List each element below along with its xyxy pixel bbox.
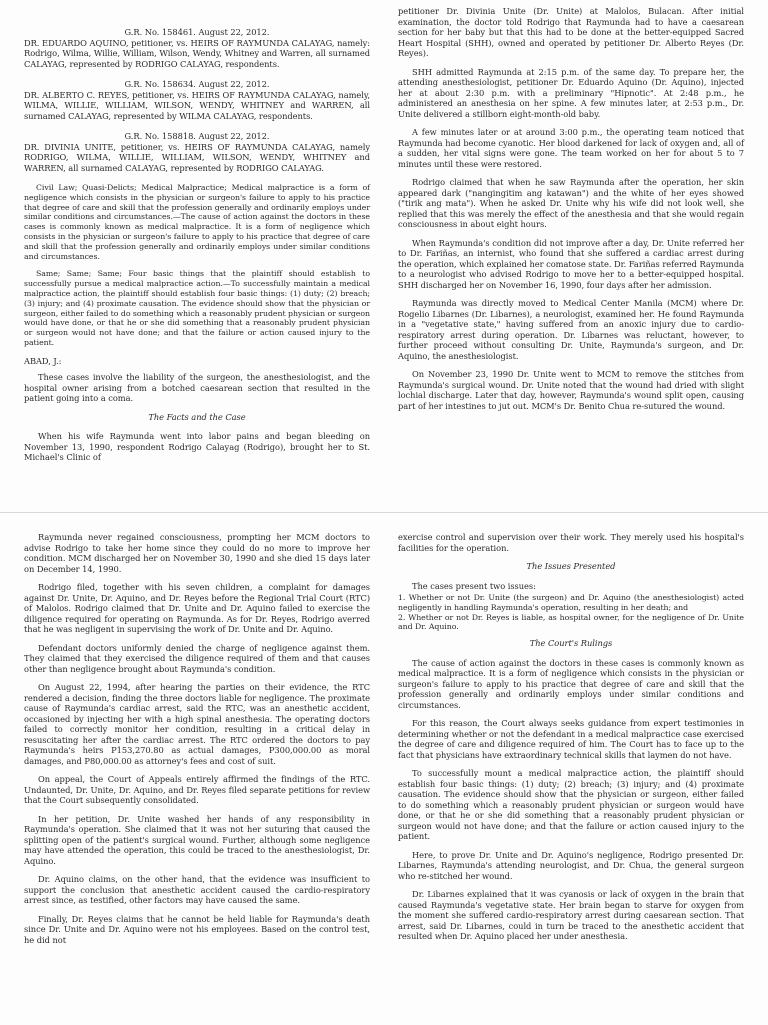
body-paragraph: exercise control and supervision over their work. They merely used his hospital's facilities for the operation. [398, 532, 744, 553]
body-paragraph: For this reason, the Court always seeks guidance from expert testimonies in determining whether or not the defendant in a medical malpractice case exercised the degree of care and diligence required of him. The Court has to face up to the fact that physicians have extraordinary technical skills that laymen do not have. [398, 718, 744, 760]
section-heading: The Facts and the Case [148, 411, 246, 422]
case-gr-number: G.R. No. 158818. August 22, 2012. [124, 131, 270, 141]
case-gr-number: G.R. No. 158461. August 22, 2012. [124, 27, 270, 37]
case-parties: DR. DIVINIA UNITE, petitioner, vs. HEIRS OF RAYMUNDA CALAYAG, namely RODRIGO, WILMA, WILLIE, WILLIAM, WILSON, WENDY, WHITNEY and WARREN, all surnamed CALAYAG, represented by RODRIGO CALAYAG. [24, 141, 370, 173]
section-heading: The Court's Rulings [529, 638, 613, 649]
page2-right-column [398, 532, 744, 950]
page1-right-column [398, 6, 744, 419]
body-paragraph: When Raymunda's condition did not improve after a day, Dr. Unite referred her to Dr. Fariñas, an internist, who found that she suffered a cardiac arrest during the operation, which explained her comatose state. Dr. Fariñas referred Raymunda to a neurologist who advised Rodrigo to move her to a better-equipped hospital. SHH discharged her on November 16, 1990, four days after her admission. [398, 237, 745, 290]
issue-item: 1. Whether or not Dr. Unite (the surgeon) and Dr. Aquino (the anesthesiologist) acted negligently in handling Raymunda's operation, resulting in her death; and [398, 593, 744, 612]
case-caption-2 [24, 79, 370, 121]
syllabus-paragraph: Same; Same; Same; Four basic things that the plaintiff should establish to successfully pursue a medical malpractice action.—To successfully maintain a medical malpractice action, the plaintiff should establish four basic things: (1) duty; (2) breach; (3) injury; and (4) proximate causation. The evidence should show that the physician or surgeon, either failed to do something which a reasonably prudent physician or surgeon would have done, or that he or she did something that a reasonably prudent physician or surgeon would not have done; and that the failure or action caused injury to the patient. [24, 269, 370, 347]
body-paragraph: On appeal, the Court of Appeals entirely affirmed the findings of the RTC. Undaunted, Dr. Unite, Dr. Aquino, and Dr. Reyes filed separate petitions for review that the Court subsequently consolidated. [24, 774, 370, 805]
body-paragraph: When his wife Raymunda went into labor pains and began bleeding on November 13, 1990, respondent Rodrigo Calayag (Rodrigo), brought her to St. Michael's Clinic of [24, 431, 370, 463]
body-paragraph: Raymunda never regained consciousness, prompting her MCM doctors to advise Rodrigo to take her home since they could do no more to improve her condition. MCM discharged her on November 30, 1990 and she died 15 days later on December 14, 1990. [24, 532, 370, 574]
body-paragraph: On August 22, 1994, after hearing the parties on their evidence, the RTC rendered a decision, finding the three doctors liable for negligence. The proximate cause of Raymunda's cardiac arrest, said the RTC, was an anesthetic accident, occasioned by injecting her with a high spinal anesthesia. The operating doctors failed to correctly monitor her condition, resulting in a critical delay in resuscitating her after the cardiac arrest. The RTC ordered the doctors to pay Raymunda's heirs P153,270.80 as actual damages, P300,000.00 as moral damages, and P80,000.00 as attorney's fees and cost of suit. [24, 682, 370, 766]
body-paragraph: Raymunda was directly moved to Medical Center Manila (MCM) where Dr. Rogelio Libarnes (Dr. Libarnes), a neurologist, examined her. He found Raymunda in a "vegetative state," having suffered from an anoxic injury due to cardio-respiratory arrest during operation. Dr. Libarnes was reluctant, however, to further proceed without consulting Dr. Unite, Raymunda's surgeon, and Dr. Aquino, the anesthesiologist. [398, 298, 744, 361]
issue-item: 2. Whether or not Dr. Reyes is liable, as hospital owner, for the negligence of Dr. Unite and Dr. Aquino. [398, 612, 744, 632]
case-caption-1 [24, 27, 370, 69]
body-paragraph: Rodrigo claimed that when he saw Raymunda after the operation, her skin appeared dark ("nangingitim ang katawan") and the white of her eyes showed ("tirik ang mata"). When he asked Dr. Unite why his wife did not look well, she replied that this was merely the effect of the anesthesia and that she would regain consciousness in about eight hours. [398, 177, 744, 229]
body-paragraph: Defendant doctors uniformly denied the charge of negligence against them. They claimed that they exercised the diligence required of them and that causes other than negligence brought about Raymunda's condition. [24, 642, 370, 674]
case-caption-3 [24, 131, 370, 173]
section-heading: The Issues Presented [526, 561, 616, 571]
body-paragraph: The cases present two issues: [412, 580, 536, 591]
body-paragraph: Finally, Dr. Reyes claims that he cannot be held liable for Raymunda's death since Dr. Unite and Dr. Aquino were not his employees. Based on the control test, he did not [24, 913, 370, 945]
case-parties: DR. EDUARDO AQUINO, petitioner, vs. HEIRS OF RAYMUNDA CALAYAG, namely: Rodrigo, Wilma, Willie, William, Wilson, Wendy, Whitney and Warren, all surnamed CALAYAG, represented by RODRIGO CALAYAG, respondents. [24, 37, 370, 69]
body-paragraph: On November 23, 1990 Dr. Unite went to MCM to remove the stitches from Raymunda's surgical wound. Dr. Unite noted that the wound had dried with slight lochial discharge. Later that day, however, Raymunda's wound split open, causing part of her intestines to jut out. MCM's Dr. Benito Chua re-sutured the wound. [398, 369, 744, 411]
page1-left-column [24, 27, 370, 471]
page2-left-column [24, 532, 370, 953]
body-paragraph: SHH admitted Raymunda at 2:15 p.m. of the same day. To prepare her, the attending anesthesiologist, petitioner Dr. Eduardo Aquino (Dr. Aquino), injected her at about 2:30 p.m. with a preliminary "Hipnotic". At 2:48 p.m., he administered an anesthesia on her spine. A few minutes later, at 2:53 p.m., Dr. Unite delivered a stillborn eight-month-old baby. [398, 66, 744, 119]
case-gr-number: G.R. No. 158634. August 22, 2012. [124, 79, 270, 89]
body-paragraph: petitioner Dr. Divinia Unite (Dr. Unite) at Malolos, Bulacan. After initial examination, the doctor told Rodrigo that Raymunda had to have a caesarean section for her baby but that this had to be done at the better-equipped Sacred Heart Hospital (SHH), owned and operated by petitioner Dr. Alberto Reyes (Dr. Reyes). [398, 6, 744, 58]
body-paragraph: These cases involve the liability of the surgeon, the anesthesiologist, and the hospital owner arising from a botched caesarean section that resulted in the patient going into a coma. [24, 372, 370, 404]
body-paragraph: To successfully mount a medical malpractice action, the plaintiff should establish four basic things: (1) duty; (2) breach; (3) injury; and (4) proximate causation. The evidence should show that the physician or surgeon, either failed to do something which a reasonably prudent physician or surgeon would have done, or that he or she did something that a reasonably prudent physician or surgeon would not have done; and that the failure or action caused injury to the patient. [398, 768, 744, 842]
body-paragraph: The cause of action against the doctors in these cases is commonly known as medical malpractice. It is a form of negligence which consists in the physician or surgeon's failure to apply to his practice that degree of care and skill that the profession generally and ordinarily employs under similar conditions and circumstances. [398, 657, 744, 710]
body-paragraph: Dr. Libarnes explained that it was cyanosis or lack of oxygen in the brain that caused Raymunda's vegetative state. Her brain began to starve for oxygen from the moment she suffered cardio-respiratory arrest during caesarean section. That arrest, said Dr. Libarnes, could in turn be traced to the anesthetic accident that resulted when Dr. Aquino placed her under anesthesia. [398, 889, 744, 942]
body-paragraph: Dr. Aquino claims, on the other hand, that the evidence was insufficient to support the conclusion that anesthetic accident caused the cardio-respiratory arrest since, as testified, other factors may have caused the same. [24, 874, 370, 905]
body-paragraph: A few minutes later or at around 3:00 p.m., the operating team noticed that Raymunda had become cyanotic. Her blood darkened for lack of oxygen and, all of a sudden, her vital signs were gone. The team worked on her for about 5 to 7 minutes until these were restored. [398, 127, 744, 169]
body-paragraph: Here, to prove Dr. Unite and Dr. Aquino's negligence, Rodrigo presented Dr. Libarnes, Raymunda's attending neurologist, and Dr. Chua, the general surgeon who re-stitched her wound. [398, 849, 744, 881]
syllabus-paragraph: Civil Law; Quasi-Delicts; Medical Malpractice; Medical malpractice is a form of negligence which consists in the physician or surgeon's failure to apply to his practice that degree of care and skill that the profession generally and ordinarily employs under similar conditions and circumstances.—The cause of action against the doctors in these cases is commonly known as medical malpractice. It is a form of negligence which consists in the physician or surgeon's failure to apply to his practice that degree of care and skill that the profession generally and ordinarily employs under similar conditions and circumstances. [24, 183, 370, 261]
ponente: ABAD, J.: [24, 355, 62, 366]
body-paragraph: In her petition, Dr. Unite washed her hands of any responsibility in Raymunda's operation. She claimed that it was not her suturing that caused the splitting open of the patient's surgical wound. Further, although some negligence may have attended the operation, this could be traced to the anesthesiologist, Dr. Aquino. [24, 813, 370, 866]
body-paragraph: Rodrigo filed, together with his seven children, a complaint for damages against Dr. Unite, Dr. Aquino, and Dr. Reyes before the Regional Trial Court (RTC) of Malolos. Rodrigo claimed that Dr. Unite and Dr. Aquino failed to exercise the diligence required for operating on Raymunda. As for Dr. Reyes, Rodrigo averred that he was negligent in supervising the work of Dr. Unite and Dr. Aquino. [24, 582, 370, 634]
document-page-2 [0, 512, 768, 1025]
case-parties: DR. ALBERTO C. REYES, petitioner, vs. HEIRS OF RAYMUNDA CALAYAG, namely, WILMA, WILLIE, WILLIAM, WILSON, WENDY, WHITNEY and WARREN, all surnamed CALAYAG, represented by WILMA CALAYAG, respondents. [24, 89, 370, 121]
document-page-1 [0, 0, 768, 512]
